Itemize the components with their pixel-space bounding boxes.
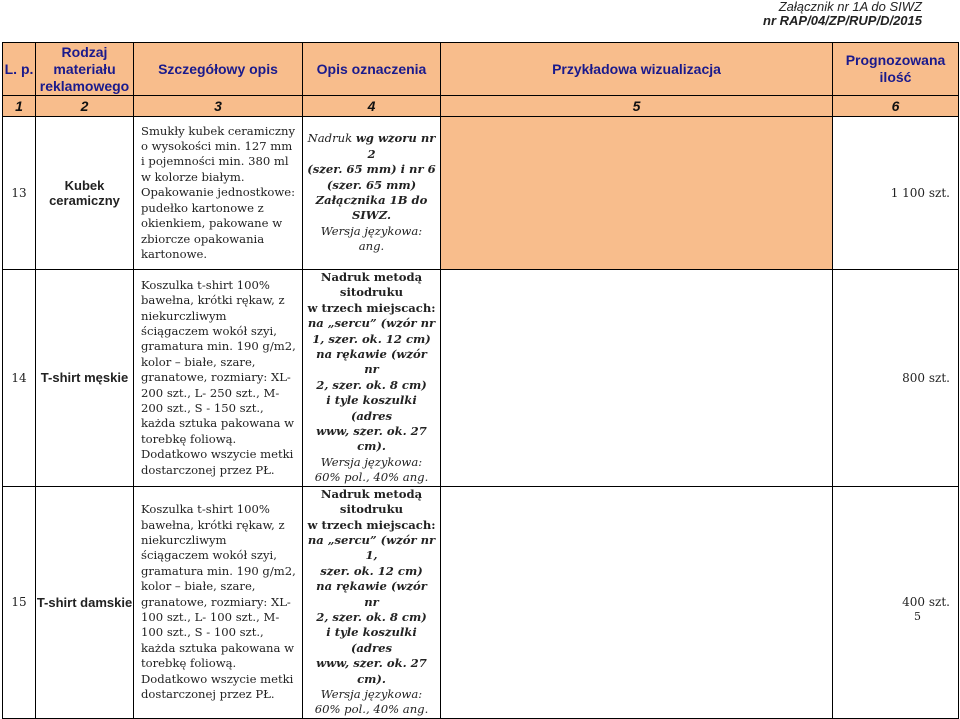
marking-description: Nadruk metodą sitodruku w trzech miejscach: na „sercu” (wzór nr 1, szer. ok. 12 cm) na rękawie (wzór nr 2, szer. ok. 8 cm) i tyle koszulki (adres www, szer. ok. 27 cm). Wersja językowa: 60% pol., 40% ang. bbox=[303, 486, 441, 718]
material-name: Kubek ceramiczny bbox=[36, 117, 134, 270]
marking-description: Nadruk metodą sitodruku w trzech miejscach: na „sercu” (wzór nr 1, szer. ok. 12 cm) na rękawie (wzór nr 2, szer. ok. 8 cm) i tyle koszulki (adres www, szer. ok. 27 cm). Wersja językowa: 60% pol., 40% ang. bbox=[303, 270, 441, 487]
document-header bbox=[763, 0, 922, 28]
row-number: 14 bbox=[3, 270, 36, 487]
quantity: 1 100 szt. bbox=[833, 117, 959, 270]
material-name: T-shirt damskie bbox=[36, 486, 134, 718]
page-number: 5 bbox=[914, 610, 921, 623]
annex-title: Załącznik nr 1A do SIWZ bbox=[778, 0, 922, 14]
marking-description: Nadruk wg wzoru nr 2 (szer. 65 mm) i nr 6 (szer. 65 mm) Załącznika 1B do SIWZ. Wersja językowa: ang. bbox=[303, 117, 441, 270]
material-description: Smukły kubek ceramiczny o wysokości min. 127 mm i pojemności min. 380 ml w kolorze białym. Opakowanie jednostkowe: pudełko kartonowe z okienkiem, pakowane w zbiorcze opakowania kartonowe. bbox=[134, 117, 303, 270]
col-header-quantity: Prognozowana ilość bbox=[833, 43, 959, 96]
col-number: 5 bbox=[441, 96, 833, 117]
row-number: 15 bbox=[3, 486, 36, 718]
case-number: nr RAP/04/ZP/RUP/D/2015 bbox=[763, 13, 922, 28]
col-number: 2 bbox=[36, 96, 134, 117]
table-row bbox=[3, 117, 959, 270]
table-row bbox=[3, 486, 959, 718]
material-description: Koszulka t-shirt 100% bawełna, krótki rękaw, z niekurczliwym ściągaczem wokół szyi, gramatura min. 190 g/m2, kolor – białe, szare, granatowe, rozmiary: XL- 200 szt., L- 250 szt., M- 200 szt., S - 150 szt., każda sztuka pakowana w torebkę foliową. Dodatkowo wszycie metki dostarczonej przez PŁ. bbox=[134, 270, 303, 487]
visualization-placeholder bbox=[441, 270, 833, 487]
row-number: 13 bbox=[3, 117, 36, 270]
col-header-material: Rodzaj materiału reklamowego bbox=[36, 43, 134, 96]
col-number: 4 bbox=[303, 96, 441, 117]
visualization-placeholder bbox=[441, 117, 833, 270]
material-description: Koszulka t-shirt 100% bawełna, krótki rękaw, z niekurczliwym ściągaczem wokół szyi, gramatura min. 190 g/m2, kolor – białe, szare, granatowe, rozmiary: XL- 100 szt., L- 100 szt., M- 100 szt., S - 100 szt., każda sztuka pakowana w torebkę foliową. Dodatkowo wszycie metki dostarczonej przez PŁ. bbox=[134, 486, 303, 718]
col-header-marking: Opis oznaczenia bbox=[303, 43, 441, 96]
col-number: 1 bbox=[3, 96, 36, 117]
col-header-description: Szczegółowy opis bbox=[134, 43, 303, 96]
materials-table bbox=[2, 42, 959, 719]
table-row bbox=[3, 270, 959, 487]
col-number: 6 bbox=[833, 96, 959, 117]
col-header-lp: L. p. bbox=[3, 43, 36, 96]
col-header-visualization: Przykładowa wizualizacja bbox=[441, 43, 833, 96]
visualization-placeholder bbox=[441, 486, 833, 718]
quantity: 800 szt. bbox=[833, 270, 959, 487]
table-header-row bbox=[3, 43, 959, 96]
col-number: 3 bbox=[134, 96, 303, 117]
quantity: 400 szt. bbox=[833, 486, 959, 718]
material-name: T-shirt męskie bbox=[36, 270, 134, 487]
column-number-row bbox=[3, 96, 959, 117]
